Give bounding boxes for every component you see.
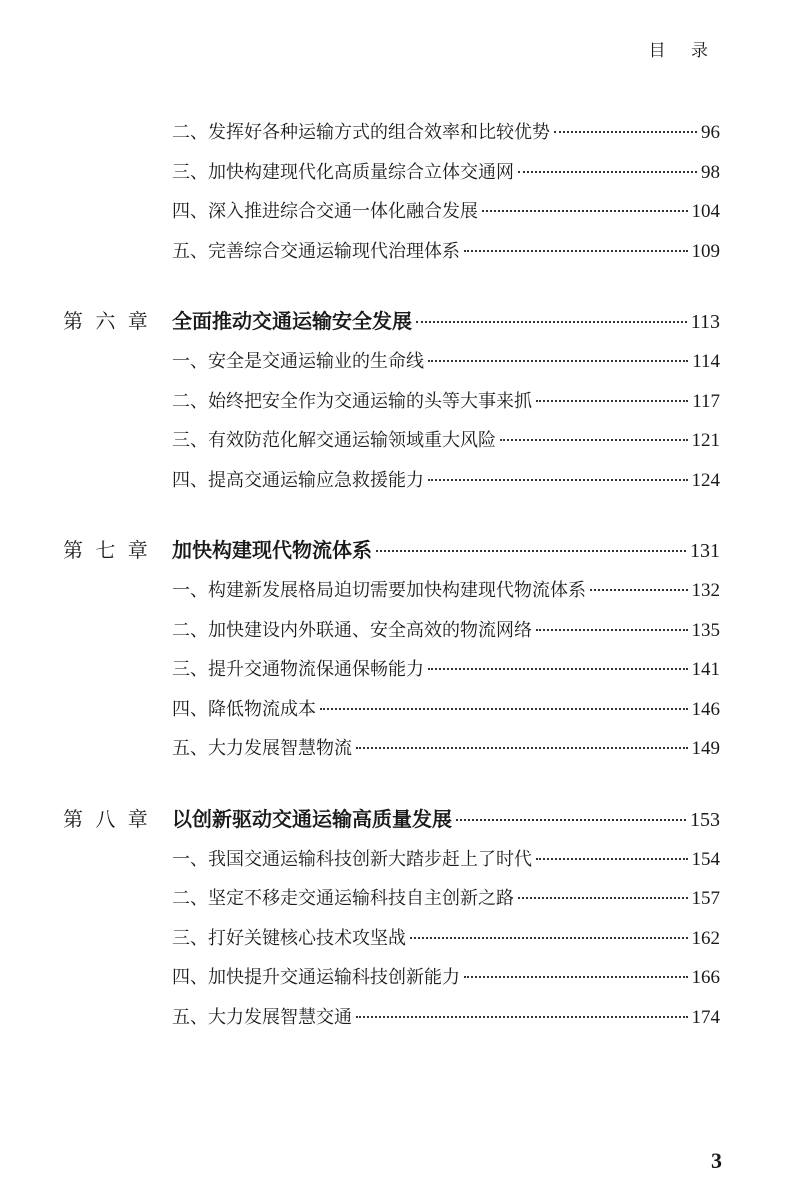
entry-title: 一、安全是交通运输业的生命线 [172,351,424,372]
entry-title: 四、加快提升交通运输科技创新能力 [172,967,460,988]
entry-title: 三、加快构建现代化高质量综合立体交通网 [172,161,514,183]
entry-page-number: 157 [691,888,720,909]
dot-leader [518,171,697,173]
entry-page-number: 109 [691,240,720,262]
toc-chapter-entry [0,302,790,342]
entry-title: 五、大力发展智慧交通 [172,1006,352,1028]
dot-leader [410,937,688,939]
entry-page-number: 166 [691,967,720,988]
dot-leader [376,550,686,552]
entry-title: 以创新驱动交通运输高质量发展 [172,806,452,831]
entry-title: 三、打好关键核心技术攻坚战 [172,927,406,949]
entry-page-number: 104 [691,201,720,222]
entry-page-number: 162 [691,927,720,949]
entry-title: 五、大力发展智慧物流 [172,738,352,759]
entry-title: 五、完善综合交通运输现代治理体系 [172,240,460,262]
dot-leader [320,708,688,710]
dot-leader [536,400,688,402]
entry-title: 一、我国交通运输科技创新大踏步赶上了时代 [172,848,532,870]
dot-leader [464,250,688,252]
entry-page-number: 146 [691,698,720,720]
entry-page-number: 132 [691,580,720,601]
dot-leader [500,439,688,441]
entry-title: 加快构建现代物流体系 [172,538,372,562]
toc-section-entry [0,690,790,730]
dot-leader [536,858,688,860]
entry-page-number: 96 [701,122,720,143]
entry-page-number: 124 [691,469,720,491]
entry-title: 二、加快建设内外联通、安全高效的物流网络 [172,619,532,641]
entry-title: 四、降低物流成本 [172,698,316,720]
dot-leader [428,479,688,481]
toc-section-entry [0,342,790,382]
entry-page-number: 174 [691,1006,720,1028]
dot-leader [428,668,688,670]
entry-title: 二、始终把安全作为交通运输的头等大事来抓 [172,390,532,412]
entry-title: 二、发挥好各种运输方式的组合效率和比较优势 [172,122,550,143]
entry-page-number: 135 [691,619,720,641]
entry-title: 三、有效防范化解交通运输领域重大风险 [172,430,496,451]
dot-leader [590,589,688,591]
dot-leader [518,897,688,899]
dot-leader [554,131,697,133]
dot-leader [464,976,688,978]
toc-section-entry [0,192,790,232]
entry-page-number: 98 [701,161,720,183]
toc-section-entry [0,153,790,193]
entry-title: 三、提升交通物流保通保畅能力 [172,659,424,680]
toc-section-entry [0,232,790,272]
toc-section-entry [0,113,790,153]
entry-title: 全面推动交通运输安全发展 [172,309,412,333]
running-header: 目 录 [648,41,718,61]
entry-page-number: 154 [691,848,720,870]
dot-leader [356,1016,688,1018]
entry-title: 四、提高交通运输应急救援能力 [172,469,424,491]
toc-section-entry [0,729,790,769]
toc-section-entry [0,919,790,959]
dot-leader [356,747,688,749]
entry-page-number: 121 [691,430,720,451]
dot-leader [536,629,688,631]
toc-chapter-entry [0,800,790,840]
toc-chapter-entry [0,531,790,571]
chapter-label: 第 六 章 [63,309,148,333]
toc-section-entry [0,958,790,998]
dot-leader [428,360,688,362]
toc-section-entry [0,461,790,501]
entry-title: 四、深入推进综合交通一体化融合发展 [172,201,478,222]
toc-section-entry [0,382,790,422]
entry-page-number: 149 [691,738,720,759]
page-number: 3 [711,1148,722,1173]
entry-page-number: 113 [690,311,720,333]
toc-section-entry [0,650,790,690]
entry-page-number: 153 [690,808,720,831]
entry-title: 一、构建新发展格局迫切需要加快构建现代物流体系 [172,580,586,601]
toc-section-entry [0,998,790,1038]
toc-section-entry [0,571,790,611]
entry-title: 二、坚定不移走交通运输科技自主创新之路 [172,888,514,909]
toc-section-entry [0,879,790,919]
entry-page-number: 114 [692,351,720,372]
dot-leader [416,321,687,323]
entry-page-number: 131 [690,540,720,562]
toc-section-entry [0,421,790,461]
toc-section-entry [0,840,790,880]
dot-leader [456,819,686,821]
chapter-label: 第 七 章 [63,538,148,562]
table-of-contents [0,113,790,1037]
entry-page-number: 141 [691,659,720,680]
entry-page-number: 117 [692,390,720,412]
toc-section-entry [0,611,790,651]
dot-leader [482,210,688,212]
chapter-label: 第 八 章 [63,806,148,831]
